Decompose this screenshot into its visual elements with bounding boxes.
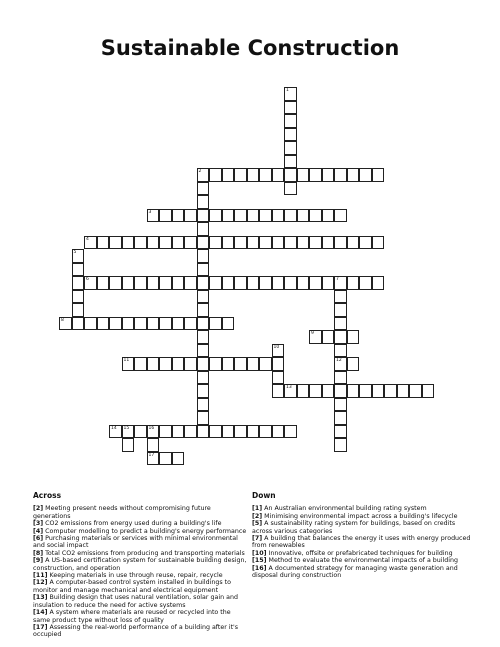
grid-cell[interactable] [147, 276, 160, 290]
clue-number: [16] [252, 564, 267, 572]
cell-number: 2 [198, 169, 202, 174]
grid-cell[interactable] [172, 236, 185, 250]
clue-number: [2] [252, 512, 263, 520]
grid-cell[interactable] [134, 276, 147, 290]
grid-cell[interactable] [134, 425, 147, 439]
grid-cell[interactable] [222, 276, 235, 290]
clue-text: Meeting present needs without compromising future generations [33, 505, 211, 520]
grid-cell[interactable] [372, 384, 385, 398]
grid-cell[interactable] [172, 209, 185, 223]
clue-text: A US-based certification system for sustainable building design, construction, and operation [33, 557, 247, 572]
grid-cell[interactable] [334, 438, 347, 452]
grid-cell[interactable] [347, 276, 360, 290]
grid-cell[interactable] [247, 276, 260, 290]
grid-cell[interactable] [172, 276, 185, 290]
grid-cell[interactable] [184, 317, 197, 331]
clue-number: [17] [33, 623, 48, 631]
grid-cell[interactable] [72, 249, 85, 263]
across-clue [33, 550, 248, 557]
grid-cell[interactable] [322, 384, 335, 398]
grid-cell[interactable] [334, 168, 347, 182]
clue-number: [10] [252, 549, 267, 557]
grid-cell[interactable] [284, 141, 297, 155]
grid-cell[interactable] [247, 209, 260, 223]
clue-text: Assessing the real-world performance of a building after it's occupied [33, 623, 239, 639]
clue-number: [6] [33, 535, 44, 543]
cell-number: 8 [61, 317, 64, 323]
grid-cell[interactable] [284, 87, 297, 101]
grid-cell[interactable] [147, 438, 160, 452]
cell-number: 3 [148, 209, 152, 215]
grid-cell[interactable] [234, 425, 247, 439]
grid-cell[interactable] [309, 384, 322, 398]
grid-cell[interactable] [197, 303, 210, 317]
grid-cell[interactable] [72, 290, 85, 304]
grid-cell[interactable] [334, 209, 347, 223]
grid-cell[interactable] [284, 236, 297, 250]
across-clue [33, 528, 248, 535]
grid-cell[interactable] [334, 276, 347, 290]
grid-cell[interactable] [197, 384, 210, 398]
grid-cell[interactable] [247, 168, 260, 182]
grid-cell[interactable] [122, 276, 135, 290]
page-title: Sustainable Construction [100, 36, 400, 60]
grid-cell[interactable] [209, 236, 222, 250]
cell-number: 4 [86, 236, 89, 242]
grid-cell[interactable] [159, 276, 172, 290]
grid-cell[interactable] [234, 168, 247, 182]
grid-cell[interactable] [109, 236, 122, 250]
grid-cell[interactable] [197, 249, 210, 263]
grid-cell[interactable] [72, 263, 85, 277]
clue-number: [9] [33, 557, 44, 565]
grid-cell[interactable] [322, 209, 335, 223]
grid-cell[interactable] [284, 425, 297, 439]
grid-cell[interactable] [147, 236, 160, 250]
cell-number: 12 [336, 358, 342, 363]
grid-cell[interactable] [197, 344, 210, 358]
clue-text: A system where materials are reused or recycled into the same product type without loss of quality [33, 609, 231, 624]
cell-number: 5 [73, 250, 77, 255]
grid-cell[interactable] [172, 317, 185, 331]
clue-number: [1] [252, 505, 263, 513]
grid-cell[interactable] [97, 317, 110, 331]
grid-cell[interactable] [122, 317, 135, 331]
grid-cell[interactable] [309, 168, 322, 182]
grid-cell[interactable] [359, 276, 372, 290]
grid-cell[interactable] [309, 276, 322, 290]
grid-cell[interactable] [147, 209, 160, 223]
grid-cell[interactable] [247, 236, 260, 250]
grid-cell[interactable] [134, 317, 147, 331]
grid-cell[interactable] [184, 425, 197, 439]
clue-text: Computer modelling to predict a building's energy performance [43, 527, 247, 535]
grid-cell[interactable] [72, 276, 85, 290]
grid-cell[interactable] [247, 357, 260, 371]
grid-cell[interactable] [259, 209, 272, 223]
cell-number: 7 [336, 277, 339, 282]
grid-cell[interactable] [97, 276, 110, 290]
clue-text: Building design that uses natural ventilation, solar gain and insulation to reduce the need for active systems [33, 594, 238, 609]
grid-cell[interactable] [272, 209, 285, 223]
grid-cell[interactable] [184, 236, 197, 250]
cell-number: 14 [111, 425, 117, 431]
grid-cell[interactable] [372, 236, 385, 250]
across-clue [33, 520, 248, 527]
cell-number: 17 [148, 452, 155, 458]
grid-cell[interactable] [284, 276, 297, 290]
down-clue [252, 520, 472, 535]
grid-cell[interactable] [234, 357, 247, 371]
grid-cell[interactable] [234, 236, 247, 250]
grid-cell[interactable] [322, 330, 335, 344]
grid-cell[interactable] [334, 290, 347, 304]
across-clue [33, 594, 248, 609]
grid-cell[interactable] [159, 452, 172, 466]
grid-cell[interactable] [159, 317, 172, 331]
grid-cell[interactable] [222, 357, 235, 371]
grid-cell[interactable] [272, 371, 285, 385]
grid-cell[interactable] [272, 425, 285, 439]
clue-number: [5] [252, 520, 263, 528]
down-clue [252, 513, 472, 520]
grid-cell[interactable] [234, 276, 247, 290]
cell-number: 16 [148, 425, 155, 431]
grid-cell[interactable] [347, 330, 360, 344]
grid-cell[interactable] [334, 236, 347, 250]
clue-text: A computer-based control system installed in buildings to monitor and manage mechanical and electrical equipment [33, 579, 231, 594]
grid-cell[interactable] [197, 276, 210, 290]
across-clue [33, 557, 248, 572]
grid-cell[interactable] [209, 317, 222, 331]
grid-cell[interactable] [72, 303, 85, 317]
grid-cell[interactable] [347, 384, 360, 398]
across-clue [33, 609, 248, 624]
grid-cell[interactable] [197, 290, 210, 304]
grid-cell[interactable] [284, 384, 297, 398]
grid-cell[interactable] [147, 452, 160, 466]
grid-cell[interactable] [84, 236, 97, 250]
grid-cell[interactable] [284, 128, 297, 142]
clue-text: A building that balances the energy it uses with energy produced from renewables [252, 535, 471, 550]
grid-cell[interactable] [234, 209, 247, 223]
clue-number: [14] [33, 609, 48, 617]
grid-cell[interactable] [197, 263, 210, 277]
grid-cell[interactable] [284, 155, 297, 169]
grid-cell[interactable] [272, 384, 285, 398]
grid-cell[interactable] [334, 398, 347, 412]
grid-cell[interactable] [209, 357, 222, 371]
clue-text: A sustainability rating system for buildings, based on credits across various categories [252, 520, 456, 535]
across-clues [33, 492, 248, 639]
clue-number: [11] [33, 572, 48, 580]
grid-cell[interactable] [259, 276, 272, 290]
down-clue [252, 565, 472, 580]
grid-cell[interactable] [347, 168, 360, 182]
grid-cell[interactable] [209, 276, 222, 290]
grid-cell[interactable] [247, 425, 260, 439]
grid-cell[interactable] [159, 209, 172, 223]
grid-cell[interactable] [159, 425, 172, 439]
cell-number: 13 [286, 385, 292, 390]
clue-text: Keeping materials in use through reuse, repair, recycle [47, 572, 223, 580]
grid-cell[interactable] [272, 236, 285, 250]
grid-cell[interactable] [259, 168, 272, 182]
grid-cell[interactable] [372, 276, 385, 290]
grid-cell[interactable] [84, 276, 97, 290]
cell-number: 10 [273, 344, 280, 350]
clue-number: [7] [252, 535, 263, 543]
grid-cell[interactable] [309, 209, 322, 223]
grid-cell[interactable] [172, 425, 185, 439]
grid-cell[interactable] [159, 357, 172, 371]
clue-number: [4] [33, 527, 44, 535]
down-heading: Down [252, 491, 276, 500]
grid-cell[interactable] [334, 357, 347, 371]
grid-cell[interactable] [309, 236, 322, 250]
grid-cell[interactable] [159, 236, 172, 250]
grid-cell[interactable] [184, 276, 197, 290]
grid-cell[interactable] [297, 384, 310, 398]
across-clue [33, 505, 248, 520]
grid-cell[interactable] [297, 276, 310, 290]
clue-number: [3] [33, 520, 44, 528]
clue-number: [15] [252, 557, 267, 565]
clue-text: CO2 emissions from energy used during a building's life [43, 520, 222, 528]
grid-cell[interactable] [322, 276, 335, 290]
grid-cell[interactable] [259, 236, 272, 250]
grid-cell[interactable] [334, 303, 347, 317]
grid-cell[interactable] [209, 209, 222, 223]
grid-cell[interactable] [284, 182, 297, 196]
grid-cell[interactable] [334, 317, 347, 331]
grid-cell[interactable] [197, 222, 210, 236]
clue-text: Purchasing materials or services with minimal environmental and social impact [33, 535, 238, 550]
grid-cell[interactable] [334, 425, 347, 439]
cell-number: 11 [123, 358, 130, 363]
down-clue [252, 557, 472, 564]
grid-cell[interactable] [347, 236, 360, 250]
clue-text: Minimising environmental impact across a building's lifecycle [262, 512, 458, 520]
grid-cell[interactable] [122, 425, 135, 439]
grid-cell[interactable] [372, 168, 385, 182]
grid-cell[interactable] [397, 384, 410, 398]
down-clue [252, 505, 472, 512]
grid-cell[interactable] [197, 195, 210, 209]
grid-cell[interactable] [197, 236, 210, 250]
cell-number: 15 [123, 425, 130, 431]
grid-cell[interactable] [297, 168, 310, 182]
down-clues [252, 492, 472, 579]
grid-cell[interactable] [222, 425, 235, 439]
grid-cell[interactable] [272, 168, 285, 182]
grid-cell[interactable] [172, 357, 185, 371]
grid-cell[interactable] [109, 276, 122, 290]
grid-cell[interactable] [197, 182, 210, 196]
grid-cell[interactable] [59, 317, 72, 331]
grid-cell[interactable] [84, 317, 97, 331]
grid-cell[interactable] [334, 384, 347, 398]
grid-cell[interactable] [197, 371, 210, 385]
grid-cell[interactable] [197, 330, 210, 344]
grid-cell[interactable] [197, 411, 210, 425]
grid-cell[interactable] [334, 411, 347, 425]
grid-cell[interactable] [147, 425, 160, 439]
grid-cell[interactable] [147, 357, 160, 371]
grid-cell[interactable] [347, 357, 360, 371]
grid-cell[interactable] [109, 425, 122, 439]
clue-number: [12] [33, 579, 48, 587]
clue-text: An Australian environmental building rating system [262, 505, 427, 513]
grid-cell[interactable] [422, 384, 435, 398]
grid-cell[interactable] [122, 438, 135, 452]
grid-cell[interactable] [284, 114, 297, 128]
cell-number: 1 [286, 88, 289, 93]
grid-cell[interactable] [122, 236, 135, 250]
grid-cell[interactable] [272, 357, 285, 371]
down-clue [252, 550, 472, 557]
clue-text: Method to evaluate the environmental impacts of a building [266, 557, 459, 565]
grid-cell[interactable] [259, 425, 272, 439]
grid-cell[interactable] [272, 276, 285, 290]
grid-cell[interactable] [284, 168, 297, 182]
grid-cell[interactable] [359, 168, 372, 182]
cell-number: 6 [86, 277, 89, 282]
grid-cell[interactable] [197, 398, 210, 412]
grid-cell[interactable] [297, 236, 310, 250]
grid-cell[interactable] [197, 317, 210, 331]
cell-number: 9 [311, 331, 314, 336]
grid-cell[interactable] [72, 317, 85, 331]
clue-text: A documented strategy for managing waste generation and disposal during construction [252, 564, 458, 580]
grid-cell[interactable] [334, 330, 347, 344]
grid-cell[interactable] [97, 236, 110, 250]
grid-cell[interactable] [134, 236, 147, 250]
grid-cell[interactable] [334, 371, 347, 385]
grid-cell[interactable] [122, 357, 135, 371]
across-clue [33, 624, 248, 639]
grid-cell[interactable] [384, 384, 397, 398]
grid-cell[interactable] [359, 236, 372, 250]
grid-cell[interactable] [134, 357, 147, 371]
grid-cell[interactable] [109, 317, 122, 331]
across-heading: Across [33, 491, 62, 500]
grid-cell[interactable] [197, 209, 210, 223]
grid-cell[interactable] [209, 425, 222, 439]
grid-cell[interactable] [172, 452, 185, 466]
across-clue [33, 579, 248, 594]
grid-cell[interactable] [184, 357, 197, 371]
clue-text: Total CO2 emissions from producing and transporting materials [43, 549, 245, 557]
grid-cell[interactable] [222, 317, 235, 331]
grid-cell[interactable] [284, 101, 297, 115]
grid-cell[interactable] [197, 168, 210, 182]
grid-cell[interactable] [309, 330, 322, 344]
clue-number: [8] [33, 549, 44, 557]
grid-cell[interactable] [322, 236, 335, 250]
grid-cell[interactable] [197, 357, 210, 371]
clue-text: Innovative, offsite or prefabricated techniques for building [266, 549, 453, 557]
grid-cell[interactable] [147, 317, 160, 331]
grid-cell[interactable] [334, 344, 347, 358]
grid-cell[interactable] [284, 209, 297, 223]
across-clue [33, 572, 248, 579]
grid-cell[interactable] [322, 168, 335, 182]
clue-number: [2] [33, 505, 44, 513]
grid-cell[interactable] [272, 344, 285, 358]
across-clue [33, 535, 248, 550]
grid-cell[interactable] [222, 209, 235, 223]
grid-cell[interactable] [409, 384, 422, 398]
grid-cell[interactable] [259, 357, 272, 371]
grid-cell[interactable] [297, 209, 310, 223]
grid-cell[interactable] [222, 168, 235, 182]
grid-cell[interactable] [222, 236, 235, 250]
grid-cell[interactable] [184, 209, 197, 223]
down-clue [252, 535, 472, 550]
clue-number: [13] [33, 594, 48, 602]
grid-cell[interactable] [209, 168, 222, 182]
grid-cell[interactable] [359, 384, 372, 398]
grid-cell[interactable] [197, 425, 210, 439]
